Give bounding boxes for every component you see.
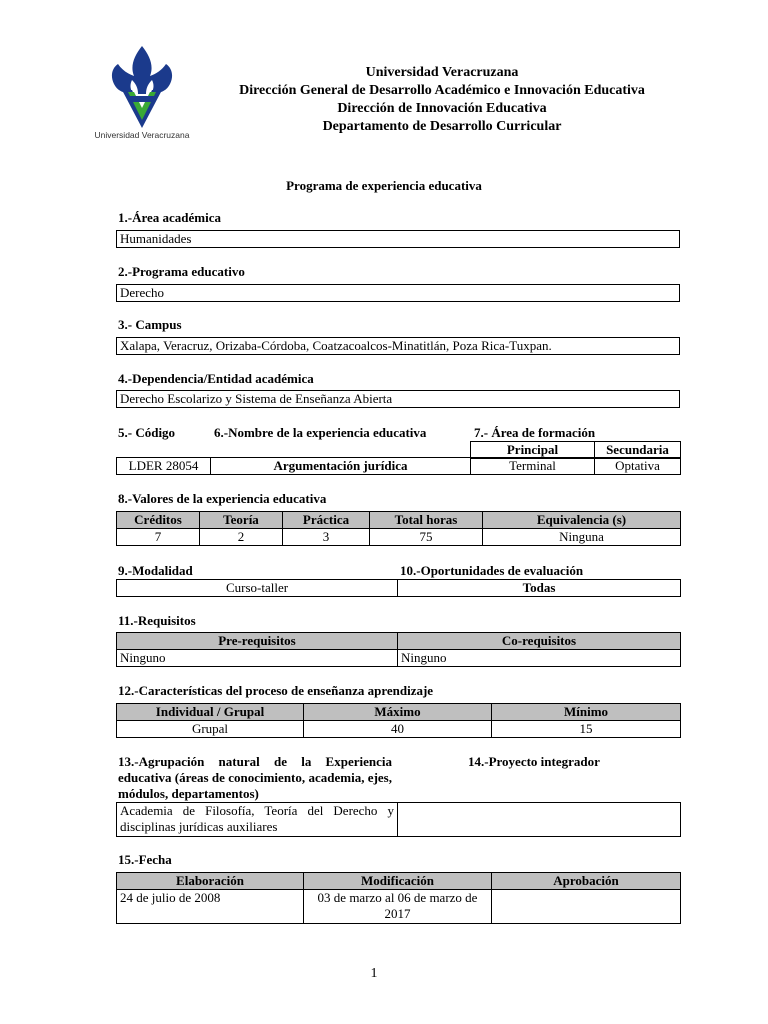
values-equivalencia: Ninguna (483, 529, 681, 546)
section-4-label: 4.-Dependencia/Entidad académica (118, 371, 314, 386)
section-4-value: Derecho Escolarizo y Sistema de Enseñanza Abierta (116, 390, 680, 408)
code-value: LDER 28054 (117, 458, 211, 475)
section-3-value: Xalapa, Veracruz, Orizaba-Córdoba, Coatzacoalcos-Minatitlán, Poza Rica-Tuxpan. (116, 337, 680, 355)
modality-value: Curso-taller (117, 580, 398, 597)
secundaria-value: Optativa (595, 458, 681, 475)
section-1-value: Humanidades (116, 230, 680, 248)
values-table (116, 511, 681, 546)
section-14-label: 14.-Proyecto integrador (468, 754, 600, 769)
page-number: 1 (370, 966, 378, 981)
university-logo (86, 44, 198, 144)
section-9-label: 9.-Modalidad (118, 563, 193, 578)
values-total-horas: 75 (370, 529, 483, 546)
section-1-label: 1.-Área académica (118, 210, 222, 225)
section-2-value: Derecho (116, 284, 680, 302)
section-7-label: 7.- Área de formación (474, 425, 596, 440)
corequisites-header: Co-requisitos (398, 633, 681, 650)
values-creditos: 7 (117, 529, 200, 546)
values-header-teoria: Teoría (200, 512, 283, 529)
section-3-label: 3.- Campus (118, 317, 182, 332)
document-title: Programa de experiencia educativa (286, 178, 482, 193)
integrator-project-value (398, 803, 681, 837)
section-6-label: 6.-Nombre de la experiencia educativa (214, 425, 427, 440)
header-line-3: Dirección de Innovación Educativa (337, 101, 547, 116)
dates-elaboracion: 24 de julio de 2008 (117, 890, 304, 924)
values-practica: 3 (283, 529, 370, 546)
document-header (200, 64, 684, 136)
requirements-table (116, 632, 681, 667)
values-header-practica: Práctica (283, 512, 370, 529)
dates-table (116, 872, 681, 924)
corequisites-value: Ninguno (398, 650, 681, 667)
dates-modificacion: 03 de marzo al 06 de marzo de 2017 (304, 890, 492, 924)
dates-header-aprobacion: Aprobación (492, 873, 681, 890)
values-header-creditos: Créditos (117, 512, 200, 529)
header-line-2: Dirección General de Desarrollo Académico e Innovación Educativa (239, 83, 645, 98)
teaching-header-individual-grupal: Individual / Grupal (117, 704, 304, 721)
evaluation-value: Todas (398, 580, 681, 597)
teaching-minimo: 15 (492, 721, 681, 738)
dates-header-elaboracion: Elaboración (117, 873, 304, 890)
teaching-maximo: 40 (304, 721, 492, 738)
section-10-label: 10.-Oportunidades de evaluación (400, 563, 584, 578)
values-header-equivalencia: Equivalencia (s) (483, 512, 681, 529)
values-header-total-horas: Total horas (370, 512, 483, 529)
section-11-label: 11.-Requisitos (118, 613, 196, 628)
teaching-header-minimo: Mínimo (492, 704, 681, 721)
grouping-value: Academia de Filosofía, Teoría del Derecho y disciplinas jurídicas auxiliares (117, 803, 398, 837)
section-15-label: 15.-Fecha (118, 852, 172, 867)
header-line-1: Universidad Veracruzana (365, 65, 519, 80)
code-name-table (116, 457, 681, 475)
dates-header-modificacion: Modificación (304, 873, 492, 890)
teaching-individual-grupal: Grupal (117, 721, 304, 738)
section-2-label: 2.-Programa educativo (118, 264, 245, 279)
teaching-process-table (116, 703, 681, 738)
section-13-label: 13.-Agrupación natural de la Experiencia educativa (áreas de conocimiento, academia, ejes, módulos, departamentos) (118, 754, 392, 801)
course-name-value: Argumentación jurídica (211, 458, 471, 475)
modality-table (116, 579, 681, 597)
dates-aprobacion (492, 890, 681, 924)
header-line-4: Departamento de Desarrollo Curricular (322, 119, 562, 134)
teaching-header-maximo: Máximo (304, 704, 492, 721)
logo-caption: Universidad Veracruzana (94, 130, 190, 140)
section-5-label: 5.- Código (118, 425, 176, 440)
secundaria-header: Secundaria (595, 442, 681, 459)
prerequisites-header: Pre-requisitos (117, 633, 398, 650)
university-emblem-icon (108, 44, 176, 130)
grouping-table (116, 802, 681, 837)
principal-value: Terminal (471, 458, 595, 475)
principal-header: Principal (471, 442, 595, 459)
prerequisites-value: Ninguno (117, 650, 398, 667)
values-teoria: 2 (200, 529, 283, 546)
section-8-label: 8.-Valores de la experiencia educativa (118, 491, 327, 506)
section-12-label: 12.-Características del proceso de enseñanza aprendizaje (118, 683, 434, 698)
